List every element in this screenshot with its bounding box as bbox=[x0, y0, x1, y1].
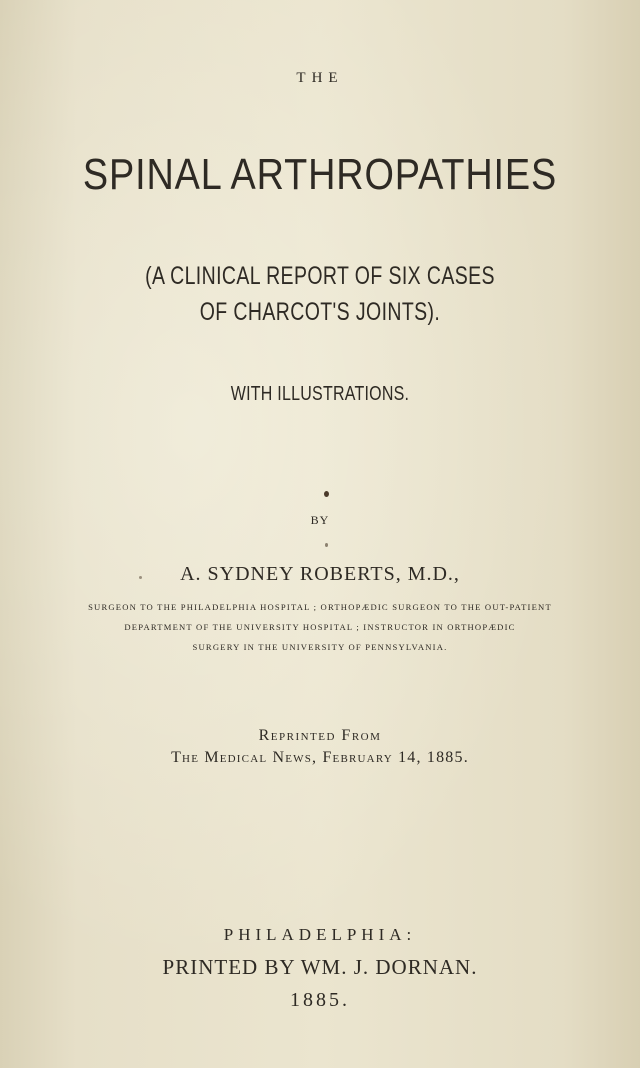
title-article: THE bbox=[296, 70, 344, 86]
subtitle-line-2: OF CHARCOT'S JOINTS). bbox=[199, 298, 441, 326]
author-name: A. SYDNEY ROBERTS, M.D., bbox=[180, 563, 460, 585]
printer-line: PRINTED BY WM. J. DORNAN. bbox=[162, 955, 478, 979]
illustrations-note: WITH ILLUSTRATIONS. bbox=[230, 383, 410, 405]
ink-speck bbox=[324, 491, 329, 497]
reprint-note-line-2: The Medical News, February 14, 1885. bbox=[171, 749, 469, 766]
credentials-line-2: DEPARTMENT OF THE UNIVERSITY HOSPITAL ; INSTRUCTOR IN ORTHOPÆDIC bbox=[124, 622, 516, 632]
reprint-note-line-1: Reprinted From bbox=[258, 727, 382, 744]
subtitle-line-1: (A CLINICAL REPORT OF SIX CASES bbox=[145, 262, 495, 290]
publication-place: PHILADELPHIA: bbox=[223, 925, 417, 944]
publication-year: 1885. bbox=[290, 989, 350, 1011]
credentials-line-1: SURGEON TO THE PHILADELPHIA HOSPITAL ; ORTHOPÆDIC SURGEON TO THE OUT-PATIENT bbox=[88, 602, 552, 612]
ink-speck bbox=[325, 543, 328, 547]
credentials-line-3: SURGERY IN THE UNIVERSITY OF PENNSYLVANIA. bbox=[192, 642, 448, 652]
book-title: SPINAL ARTHROPATHIES bbox=[82, 150, 558, 199]
by-label: BY bbox=[310, 513, 330, 527]
